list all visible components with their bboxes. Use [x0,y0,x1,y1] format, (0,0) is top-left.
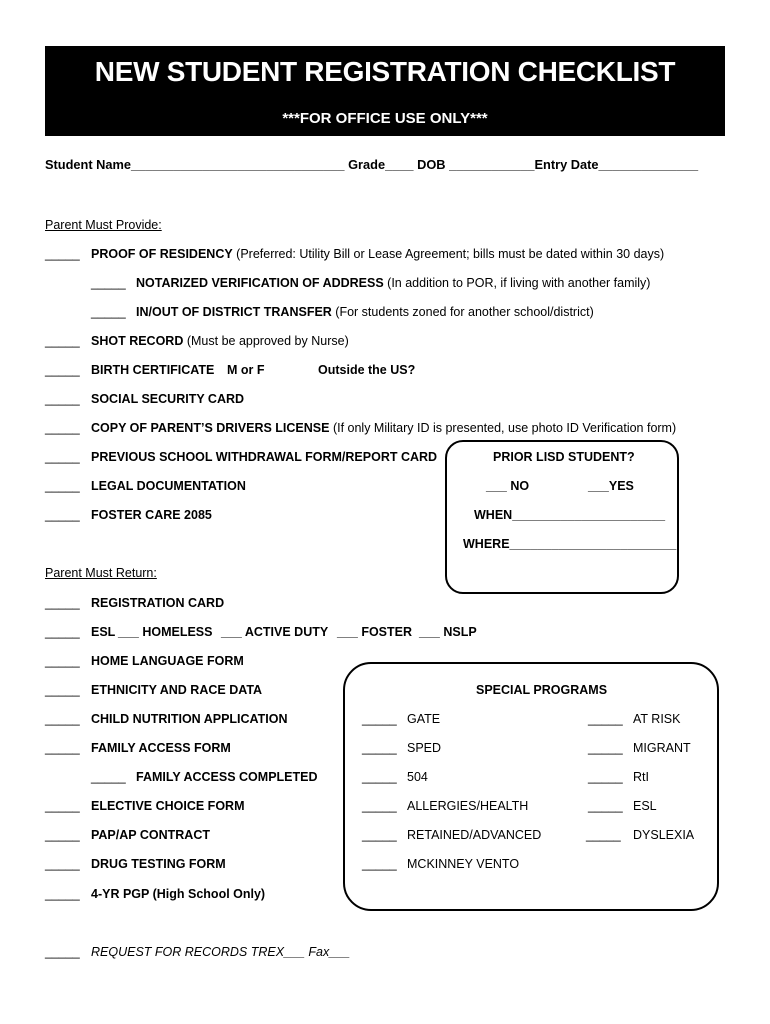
special-left-504: 504 [407,770,428,784]
esl-blank[interactable]: _____ [45,625,80,639]
request-blank[interactable]: _____ [45,945,80,959]
transfer-blank[interactable]: _____ [91,305,126,319]
registration-label: REGISTRATION CARD [91,596,225,610]
prior-lisd-title: PRIOR LISD STUDENT? [493,450,635,464]
provide-heading: Parent Must Provide: [45,218,162,232]
nutrition-label: CHILD NUTRITION APPLICATION [91,712,288,726]
foster-option[interactable]: ___ FOSTER [337,625,413,639]
pgp-label: 4-YR PGP (High School Only) [91,887,266,901]
proof-note: (Preferred: Utility Bill or Lease Agreement; bills must be dated within 30 days) [232,247,665,261]
shot-note: (Must be approved by Nurse) [183,334,349,348]
special-programs-title: SPECIAL PROGRAMS [476,683,608,697]
registration-blank[interactable]: _____ [45,596,80,610]
pap-label: PAP/AP CONTRACT [91,828,210,842]
special-blank[interactable]: _____ [588,712,623,726]
special-blank[interactable]: _____ [362,770,397,784]
nslp-option[interactable]: ___ NSLP [419,625,477,639]
proof-blank[interactable]: _____ [45,247,80,261]
pap-blank[interactable]: _____ [45,828,80,842]
request-records-label: REQUEST FOR RECORDS TREX___ Fax___ [91,945,351,959]
shot-label: SHOT RECORD [91,334,184,348]
legal-label: LEGAL DOCUMENTATION [91,479,246,493]
shot-blank[interactable]: _____ [45,334,80,348]
birth-label: BIRTH CERTIFICATE [91,363,215,377]
family-access-blank[interactable]: _____ [45,741,80,755]
proof-label: PROOF OF RESIDENCY [91,247,233,261]
notarized-label: NOTARIZED VERIFICATION OF ADDRESS [136,276,384,290]
ethnicity-blank[interactable]: _____ [45,683,80,697]
birth-gender[interactable]: M or F [227,363,265,377]
notarized-blank[interactable]: _____ [91,276,126,290]
birth-blank[interactable]: _____ [45,363,80,377]
home-language-label: HOME LANGUAGE FORM [91,654,244,668]
proof-item [91,247,664,261]
ssn-blank[interactable]: _____ [45,392,80,406]
family-completed-label: FAMILY ACCESS COMPLETED [136,770,318,784]
special-blank[interactable]: _____ [362,799,397,813]
special-blank[interactable]: _____ [588,770,623,784]
special-blank[interactable]: _____ [588,741,623,755]
family-completed-blank[interactable]: _____ [91,770,126,784]
birth-outside-us[interactable]: Outside the US? [318,363,416,377]
page-subtitle: ***FOR OFFICE USE ONLY*** [282,110,488,127]
special-left-allergies: ALLERGIES/HEALTH [407,799,529,813]
license-item [91,421,676,435]
family-access-label: FAMILY ACCESS FORM [91,741,231,755]
legal-blank[interactable]: _____ [45,479,80,493]
header-banner [45,46,725,136]
return-heading: Parent Must Return: [45,566,157,580]
homeless-option[interactable]: ___ HOMELESS [118,625,213,639]
drug-label: DRUG TESTING FORM [91,857,226,871]
special-blank[interactable]: _____ [586,828,621,842]
special-programs-box [343,662,719,911]
esl-label: ESL [91,625,116,639]
nutrition-blank[interactable]: _____ [45,712,80,726]
withdrawal-blank[interactable]: _____ [45,450,80,464]
transfer-note: (For students zoned for another school/district) [331,305,594,319]
prior-where-field[interactable]: WHERE________________________ [463,537,677,551]
transfer-item [136,305,594,319]
special-blank[interactable]: _____ [362,857,397,871]
special-left-sped: SPED [407,741,442,755]
ssn-label: SOCIAL SECURITY CARD [91,392,245,406]
withdrawal-label: PREVIOUS SCHOOL WITHDRAWAL FORM/REPORT CARD [91,450,438,464]
ethnicity-label: ETHNICITY AND RACE DATA [91,683,263,697]
special-right-dyslexia: DYSLEXIA [633,828,695,842]
license-note: (If only Military ID is presented, use photo ID Verification form) [329,421,677,435]
foster-care-label: FOSTER CARE 2085 [91,508,212,522]
special-left-gate: GATE [407,712,441,726]
shot-item [91,334,349,348]
prior-when-field[interactable]: WHEN______________________ [474,508,666,522]
special-blank[interactable]: _____ [362,712,397,726]
prior-yes-option[interactable]: ___YES [588,479,634,493]
transfer-label: IN/OUT OF DISTRICT TRANSFER [136,305,332,319]
home-language-blank[interactable]: _____ [45,654,80,668]
special-blank[interactable]: _____ [588,799,623,813]
special-right-rti: RtI [633,770,649,784]
special-blank[interactable]: _____ [362,741,397,755]
elective-label: ELECTIVE CHOICE FORM [91,799,245,813]
active-duty-option[interactable]: ___ ACTIVE DUTY [221,625,329,639]
special-right-at-risk: AT RISK [633,712,681,726]
student-info-line[interactable]: Student Name______________________________ Grade____ DOB ____________Entry Date______________ [45,157,699,172]
foster-care-blank[interactable]: _____ [45,508,80,522]
notarized-note: (In addition to POR, if living with another family) [383,276,651,290]
special-left-mckinney: MCKINNEY VENTO [407,857,520,871]
special-blank[interactable]: _____ [362,828,397,842]
page-title: NEW STUDENT REGISTRATION CHECKLIST [94,56,676,87]
license-label: COPY OF PARENT’S DRIVERS LICENSE [91,421,330,435]
prior-no-option[interactable]: ___ NO [486,479,530,493]
special-left-retained: RETAINED/ADVANCED [407,828,542,842]
notarized-item [136,276,650,290]
special-right-esl: ESL [633,799,657,813]
special-right-migrant: MIGRANT [633,741,691,755]
pgp-blank[interactable]: _____ [45,887,80,901]
drug-blank[interactable]: _____ [45,857,80,871]
elective-blank[interactable]: _____ [45,799,80,813]
license-blank[interactable]: _____ [45,421,80,435]
